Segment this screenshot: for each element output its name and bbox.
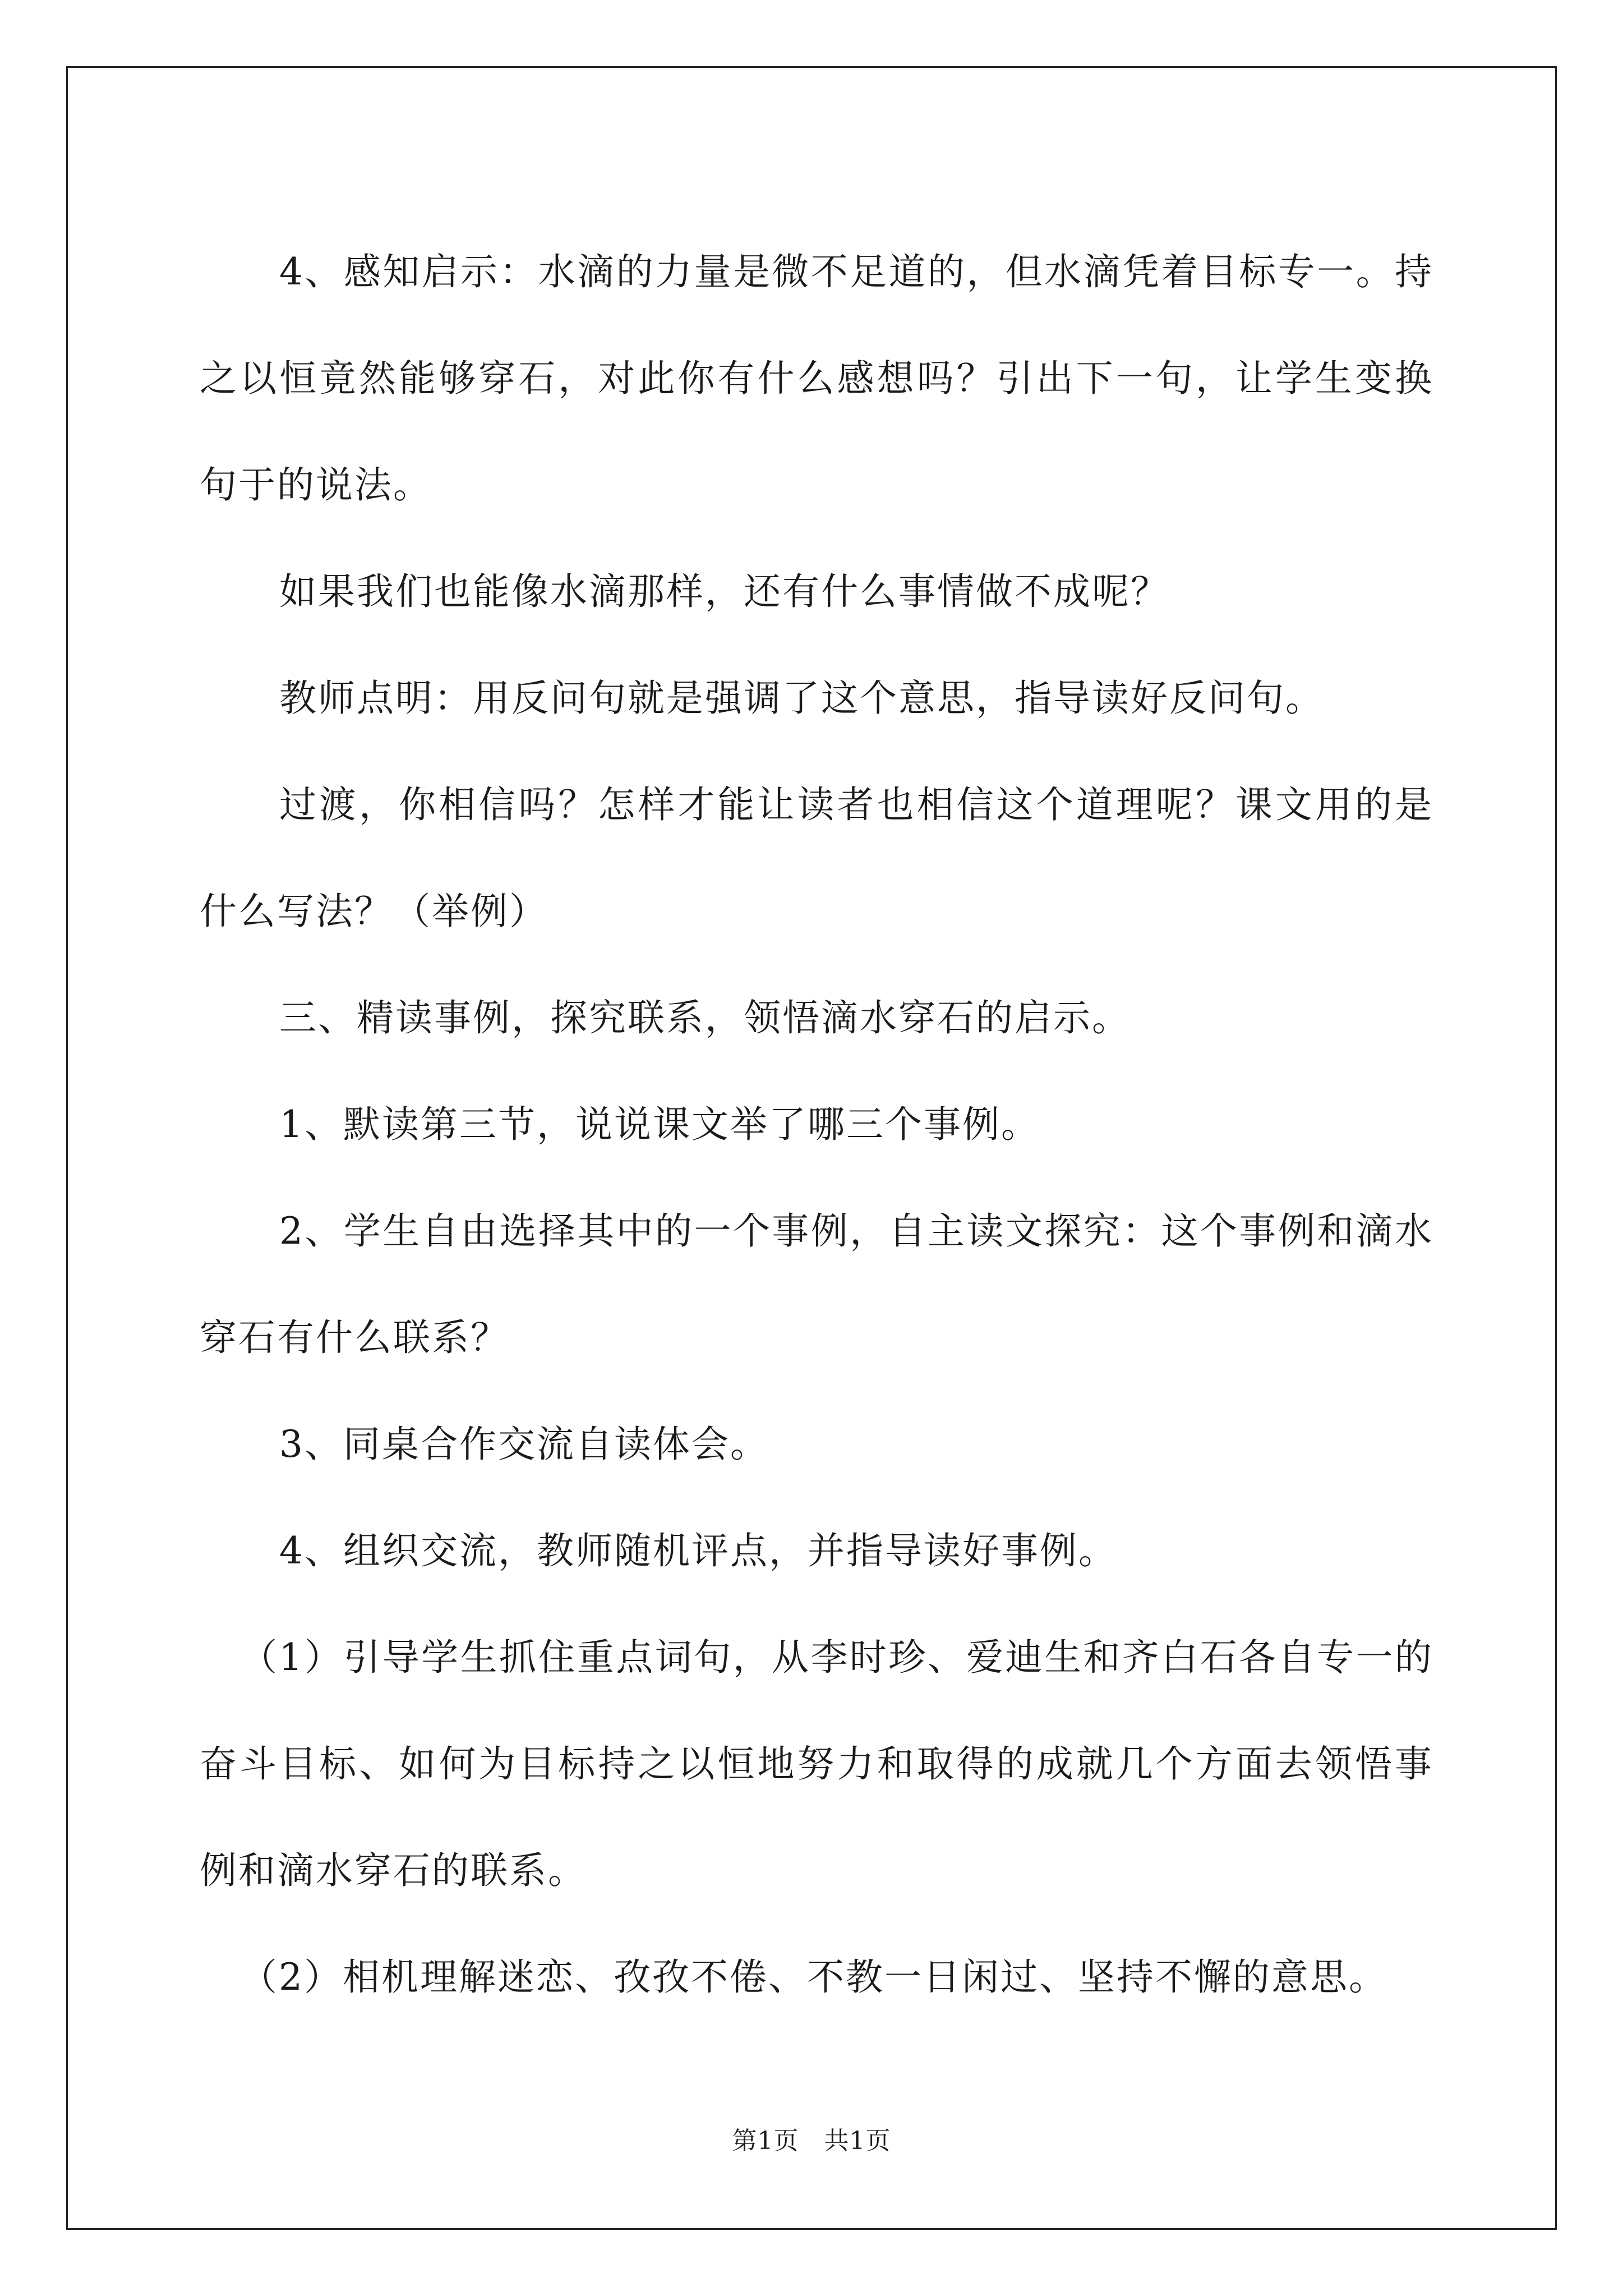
paragraph-substep-1: （1）引导学生抓住重点词句，从李时珍、爱迪生和齐白石各自专一的奋斗目标、如何为目标持之以恒地努力和取得的成就几个方面去领悟事例和滴水穿石的联系。 xyxy=(200,1636,1433,1892)
paragraph-step-2: 2、学生自由选择其中的一个事例，自主读文探究：这个事例和滴水穿石有什么联系？ xyxy=(200,1209,1433,1359)
page-footer: 第1页 共1页 xyxy=(732,2127,891,2155)
paragraph-transition: 过渡，你相信吗？怎样才能让读者也相信这个道理呢？课文用的是什么写法？（举例） xyxy=(200,783,1433,933)
paragraph-substep-2: （2）相机理解迷恋、孜孜不倦、不教一日闲过、坚持不懈的意思。 xyxy=(240,1955,1387,1999)
paragraph-rhetorical-question: 如果我们也能像水滴那样，还有什么事情做不成呢？ xyxy=(279,570,1169,613)
paragraph-step-3: 3、同桌合作交流自读体会。 xyxy=(279,1423,769,1466)
document-body xyxy=(200,219,1433,2031)
section-heading-three: 三、精读事例，探究联系，领悟滴水穿石的启示。 xyxy=(279,996,1131,1039)
paragraph-step-4: 4、组织交流，教师随机评点，并指导读好事例。 xyxy=(279,1529,1117,1572)
paragraph-step-1: 1、默读第三节，说说课文举了哪三个事例。 xyxy=(279,1103,1040,1146)
paragraph-inspiration: 4、感知启示：水滴的力量是微不足道的，但水滴凭着目标专一。持之以恒竟然能够穿石，对此你有什么感想吗？引出下一句，让学生变换句于的说法。 xyxy=(200,250,1433,507)
paragraph-teacher-note: 教师点明：用反问句就是强调了这个意思，指导读好反问句。 xyxy=(279,677,1324,720)
